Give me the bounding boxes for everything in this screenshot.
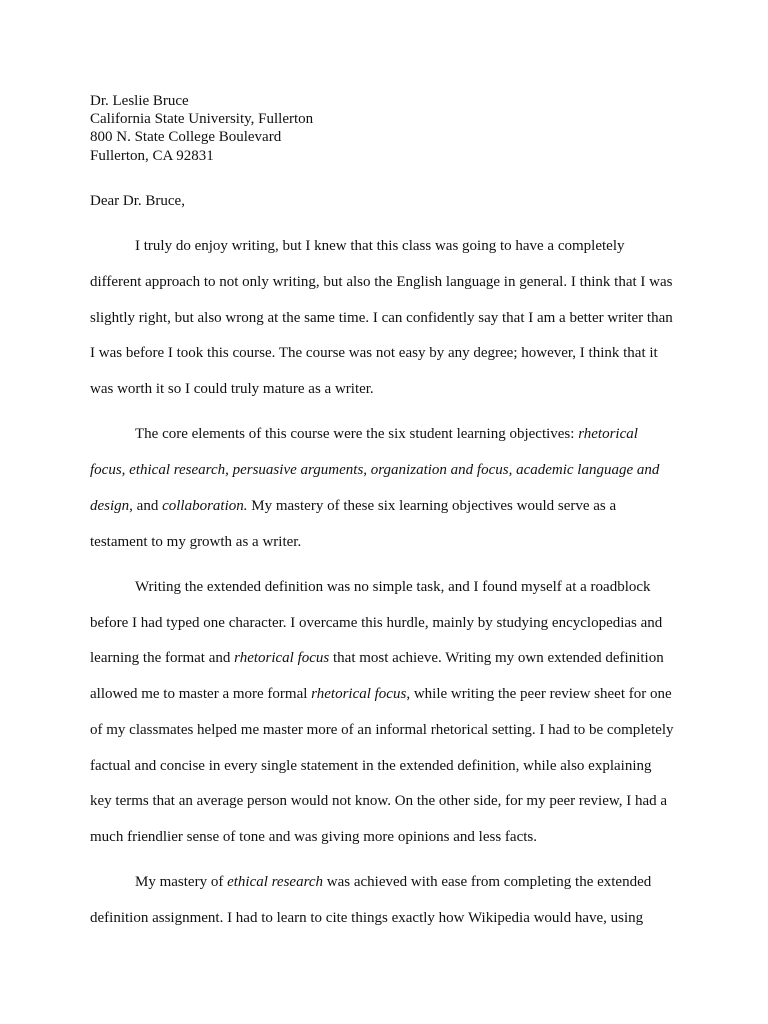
salutation: Dear Dr. Bruce,	[90, 193, 185, 209]
text-line	[90, 713, 690, 749]
text-line	[90, 372, 690, 408]
recipient-street: 800 N. State College Boulevard	[90, 129, 282, 146]
text-run: learning the format and	[90, 650, 235, 667]
body-paragraph	[90, 229, 690, 408]
text-run: Writing the extended definition was no simple task, and I found myself at a roadblock	[135, 578, 651, 595]
text-line	[90, 749, 690, 785]
text-line	[90, 336, 690, 372]
italic-phrase: ethical research	[227, 874, 324, 891]
recipient-name: Dr. Leslie Bruce	[90, 93, 189, 109]
text-run: testament to my growth as a writer.	[90, 533, 302, 550]
text-line	[90, 453, 690, 489]
text-line	[90, 606, 690, 642]
text-line	[90, 417, 690, 453]
text-line	[90, 677, 690, 713]
body-paragraph	[90, 417, 690, 560]
text-line	[90, 525, 690, 561]
text-line	[90, 301, 690, 337]
recipient-address	[90, 92, 313, 165]
text-line	[90, 784, 690, 820]
text-run: that most achieve. Writing my own extended definition	[329, 650, 664, 667]
text-run: different approach to not only writing, but also the English language in general. I think that I was	[90, 273, 673, 290]
text-run: I was before I took this course. The course was not easy by any degree; however, I think that it	[90, 345, 658, 362]
text-run: My mastery of	[135, 874, 228, 891]
text-run: much friendlier sense of tone and was giving more opinions and less facts.	[90, 829, 537, 845]
letter-body	[90, 229, 690, 937]
text-line	[90, 489, 690, 525]
italic-phrase: collaboration.	[162, 497, 248, 514]
text-run: The core elements of this course were the six student learning objectives:	[135, 426, 579, 443]
body-paragraph	[90, 865, 690, 937]
text-run: , while writing the peer review sheet for one	[406, 686, 672, 702]
paragraph-spacer	[90, 408, 690, 418]
italic-phrase: rhetorical	[578, 426, 638, 443]
text-line	[90, 865, 690, 901]
text-line	[90, 820, 690, 856]
text-run: My mastery of these six learning objectives would serve as a	[247, 497, 617, 514]
text-line	[90, 265, 690, 301]
recipient-city-state-zip: Fullerton, CA 92831	[90, 147, 214, 164]
text-line	[90, 901, 690, 937]
text-run: factual and concise in every single statement in the extended definition, while also explaining	[90, 757, 652, 774]
paragraph-spacer	[90, 856, 690, 866]
text-run: allowed me to master a more formal	[90, 686, 312, 702]
paragraph-spacer	[90, 560, 690, 570]
text-line	[90, 229, 690, 265]
italic-phrase: rhetorical focus	[234, 650, 330, 667]
italic-phrase: rhetorical focus	[311, 686, 407, 702]
body-paragraph	[90, 570, 690, 856]
recipient-institution: California State University, Fullerton	[90, 111, 314, 128]
italic-phrase: design,	[90, 497, 133, 514]
text-run: was worth it so I could truly mature as a writer.	[90, 381, 374, 397]
italic-phrase: focus, ethical research, persuasive arguments, organization and focus, academic language and	[90, 462, 660, 478]
text-run: was achieved with ease from completing the extended	[323, 874, 652, 891]
text-line	[90, 570, 690, 606]
text-run: key terms that an average person would not know. On the other side, for my peer review, I had a	[90, 793, 668, 810]
text-run: definition assignment. I had to learn to cite things exactly how Wikipedia would have, using	[90, 910, 644, 926]
text-line	[90, 641, 690, 677]
text-run: I truly do enjoy writing, but I knew that this class was going to have a completely	[135, 238, 625, 254]
text-run: and	[132, 497, 163, 514]
text-run: slightly right, but also wrong at the same time. I can confidently say that I am a better writer than	[90, 309, 673, 326]
text-run: of my classmates helped me master more of an informal rhetorical setting. I had to be completely	[90, 721, 674, 738]
text-run: before I had typed one character. I overcame this hurdle, mainly by studying encyclopedias and	[90, 614, 663, 631]
